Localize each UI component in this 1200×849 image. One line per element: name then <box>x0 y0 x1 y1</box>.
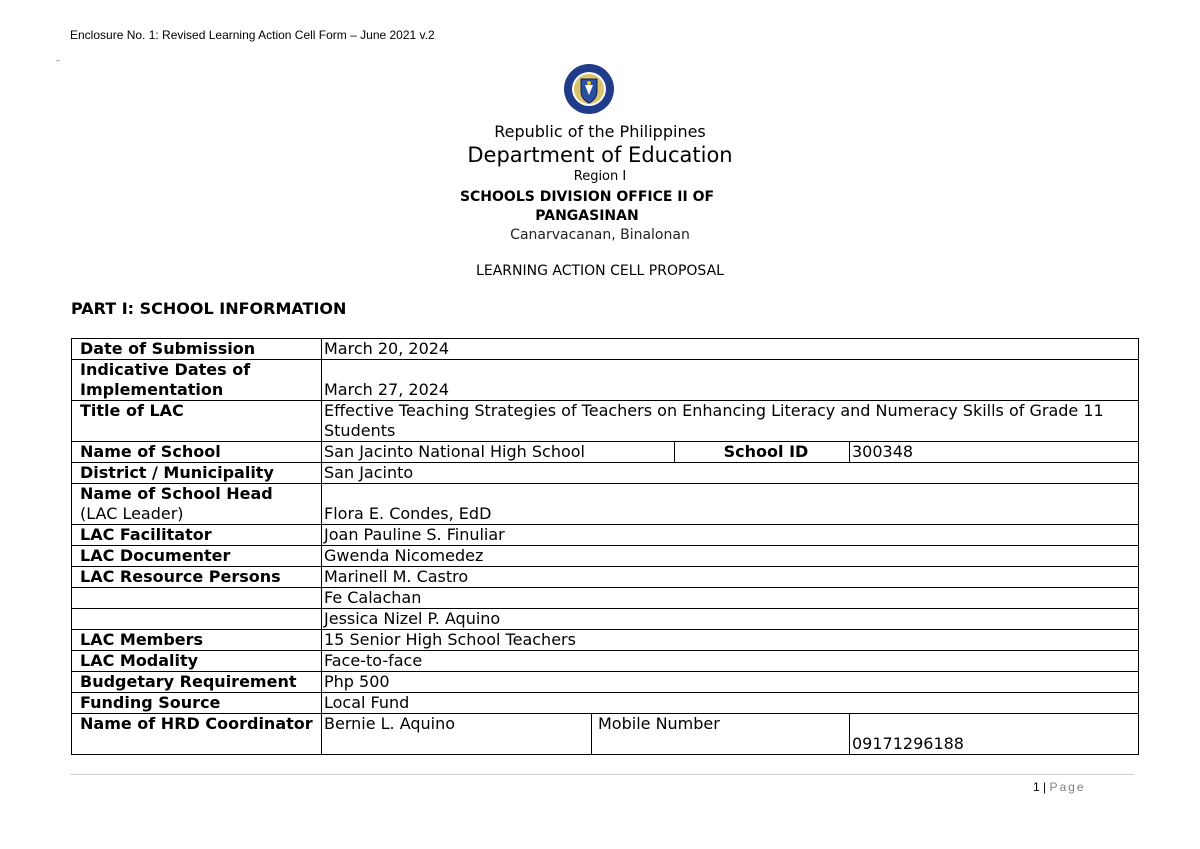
deped-seal-icon <box>563 63 615 115</box>
address-heading: Canarvacanan, Binalonan <box>510 227 690 243</box>
members-value: 15 Senior High School Teachers <box>322 630 1139 651</box>
facilitator-value: Joan Pauline S. Finuliar <box>322 525 1139 546</box>
resource-label: LAC Resource Persons <box>72 567 322 588</box>
resource-blank-1 <box>72 588 322 609</box>
budget-value: Php 500 <box>322 672 1139 693</box>
resource-person-3: Jessica Nizel P. Aquino <box>322 609 1139 630</box>
school-info-table <box>71 338 1139 755</box>
head-label-cell <box>72 484 322 525</box>
funding-value: Local Fund <box>322 693 1139 714</box>
impl-value: March 27, 2024 <box>322 360 1139 401</box>
hrd-value: Bernie L. Aquino <box>322 714 592 755</box>
funding-label: Funding Source <box>72 693 322 714</box>
resource-person-2: Fe Calachan <box>322 588 1139 609</box>
facilitator-label: LAC Facilitator <box>72 525 322 546</box>
date-label: Date of Submission <box>72 339 322 360</box>
form-title: LEARNING ACTION CELL PROPOSAL <box>476 263 724 279</box>
department-heading: Department of Education <box>467 143 733 167</box>
page-word: Page <box>1049 780 1086 794</box>
hrd-label: Name of HRD Coordinator <box>72 714 322 755</box>
district-label: District / Municipality <box>72 463 322 484</box>
school-label: Name of School <box>72 442 322 463</box>
mobile-value: 09171296188 <box>850 714 1139 755</box>
mobile-label: Mobile Number <box>592 714 850 755</box>
region-heading: Region I <box>573 169 627 184</box>
title-label: Title of LAC <box>72 401 322 442</box>
head-sublabel: (LAC Leader) <box>80 504 184 523</box>
resource-blank-2 <box>72 609 322 630</box>
division-heading: SCHOOLS DIVISION OFFICE II OF PANGASINAN <box>459 189 715 224</box>
footer-divider <box>70 774 1134 775</box>
enclosure-note: Enclosure No. 1: Revised Learning Action Cell Form – June 2021 v.2 <box>70 28 435 42</box>
head-label: Name of School Head <box>80 484 273 503</box>
modality-value: Face-to-face <box>322 651 1139 672</box>
budget-label: Budgetary Requirement <box>72 672 322 693</box>
head-value: Flora E. Condes, EdD <box>322 484 1139 525</box>
resource-person-1: Marinell M. Castro <box>322 567 1139 588</box>
documenter-value: Gwenda Nicomedez <box>322 546 1139 567</box>
page-number: 1 <box>1033 780 1040 794</box>
part-title: PART I: SCHOOL INFORMATION <box>71 299 347 318</box>
impl-label: Indicative Dates of Implementation <box>72 360 322 401</box>
title-value: Effective Teaching Strategies of Teachers on Enhancing Literacy and Numeracy Skills of Grade 11 Students <box>322 401 1139 442</box>
decorative-mark: – <box>56 56 60 65</box>
modality-label: LAC Modality <box>72 651 322 672</box>
republic-heading: Republic of the Philippines <box>494 122 706 141</box>
members-label: LAC Members <box>72 630 322 651</box>
school-id-value: 300348 <box>850 442 1139 463</box>
school-value: San Jacinto National High School <box>322 442 675 463</box>
date-value: March 20, 2024 <box>322 339 1139 360</box>
page-separator: | <box>1043 780 1047 794</box>
district-value: San Jacinto <box>322 463 1139 484</box>
school-id-label: School ID <box>675 442 850 463</box>
page-footer <box>1033 780 1086 794</box>
documenter-label: LAC Documenter <box>72 546 322 567</box>
